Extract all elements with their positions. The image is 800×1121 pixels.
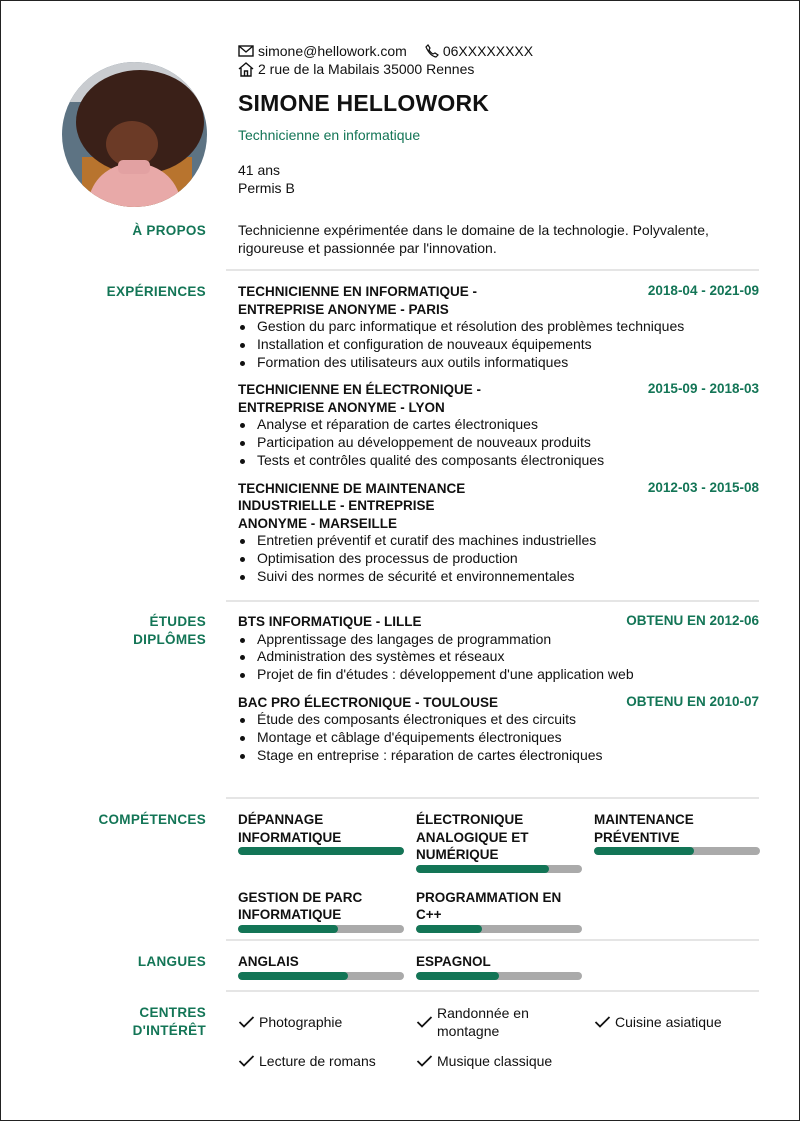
skill-name: GESTION DE PARC INFORMATIQUE	[238, 889, 363, 922]
entry-title: TECHNICIENNE EN INFORMATIQUE - ENTREPRISE ANONYME - PARIS	[238, 284, 477, 317]
bullet-item: Gestion du parc informatique et résolution des problèmes techniques	[238, 318, 759, 336]
level-bar	[238, 925, 404, 933]
entry-date: OBTENU EN 2012-06	[626, 613, 759, 628]
interest-item	[416, 1004, 582, 1040]
entry	[238, 480, 759, 586]
skill-name: ÉLECTRONIQUE ANALOGIQUE ET NUMÉRIQUE	[416, 812, 529, 862]
divider	[226, 939, 759, 941]
entry-title: BTS INFORMATIQUE - LILLE	[238, 614, 422, 629]
interest-label: Cuisine asiatique	[615, 1014, 722, 1030]
level-fill	[238, 847, 404, 855]
bullet-item: Stage en entreprise : réparation de cartes électroniques	[238, 747, 759, 765]
level-fill	[416, 865, 549, 873]
level-bar	[594, 847, 760, 855]
phone[interactable]: 06XXXXXXXX	[442, 43, 534, 59]
entry-date: 2018-04 - 2021-09	[647, 283, 759, 298]
bullet-item: Montage et câblage d'équipements électroniques	[238, 729, 759, 747]
check-icon	[416, 1015, 433, 1029]
entry-date: OBTENU EN 2010-07	[626, 693, 759, 709]
divider	[226, 797, 759, 799]
bullet-item: Optimisation des processus de production	[238, 550, 759, 568]
avatar	[62, 62, 207, 207]
check-icon	[594, 1015, 611, 1029]
level-fill	[416, 972, 499, 980]
skill-item	[594, 811, 760, 873]
interest-label: Lecture de romans	[259, 1053, 376, 1069]
entry-title: TECHNICIENNE DE MAINTENANCE INDUSTRIELLE - ENTREPRISE ANONYME - MARSEILLE	[238, 480, 466, 531]
email[interactable]: simone@hellowork.com	[258, 43, 407, 59]
bullet-item: Tests et contrôles qualité des composants électroniques	[238, 452, 759, 470]
entry-title: BAC PRO ÉLECTRONIQUE - TOULOUSE	[238, 694, 499, 710]
interest-label: Musique classique	[437, 1053, 553, 1069]
section-label: ÉTUDES DIPLÔMES	[133, 614, 206, 647]
level-fill	[594, 847, 694, 855]
home-icon	[238, 62, 254, 77]
level-bar	[416, 972, 582, 980]
level-fill	[238, 925, 338, 933]
interest-item	[238, 1004, 404, 1040]
skill-name: MAINTENANCE PRÉVENTIVE	[594, 812, 694, 845]
entry-title: TECHNICIENNE EN ÉLECTRONIQUE - ENTREPRISE ANONYME - LYON	[238, 382, 482, 415]
skill-item	[238, 953, 404, 980]
skill-name: ANGLAIS	[238, 954, 299, 969]
bullet-item: Étude des composants électroniques et des circuits	[238, 711, 759, 729]
interest-item	[416, 1052, 582, 1070]
level-bar	[238, 847, 404, 855]
level-bar	[416, 925, 582, 933]
about-text: Technicienne expérimentée dans le domaine de la technologie. Polyvalente, rigoureuse et passionnée par l'innovation.	[238, 222, 709, 256]
entry	[238, 381, 759, 469]
level-fill	[238, 972, 348, 980]
entry	[238, 694, 759, 765]
bullet-item: Analyse et réparation de cartes électroniques	[238, 416, 759, 434]
level-bar	[238, 972, 404, 980]
entry	[238, 283, 759, 371]
bullet-item: Entretien préventif et curatif des machines industrielles	[238, 532, 759, 550]
entry-date: 2015-09 - 2018-03	[647, 381, 759, 397]
address: 2 rue de la Mabilais 35000 Rennes	[258, 61, 475, 77]
level-bar	[416, 865, 582, 873]
check-icon	[416, 1054, 433, 1068]
section-label: À PROPOS	[132, 223, 206, 238]
age: 41 ans	[238, 162, 281, 178]
email-icon	[238, 45, 254, 57]
section-label: COMPÉTENCES	[98, 812, 206, 827]
bullet-item: Suivi des normes de sécurité et environnementales	[238, 568, 759, 586]
check-icon	[238, 1015, 255, 1029]
divider	[226, 269, 759, 271]
interest-item	[238, 1052, 404, 1070]
bullet-item: Installation et configuration de nouveaux équipements	[238, 336, 759, 354]
skill-item	[416, 889, 582, 933]
entry	[238, 613, 759, 684]
skill-item	[238, 811, 404, 873]
full-name: SIMONE HELLOWORK	[238, 90, 490, 116]
check-icon	[238, 1054, 255, 1068]
entry-date: 2012-03 - 2015-08	[647, 479, 759, 495]
interest-item	[594, 1004, 760, 1040]
section-label: LANGUES	[137, 954, 206, 969]
divider	[226, 990, 759, 992]
bullet-item: Administration des systèmes et réseaux	[238, 648, 759, 666]
skill-name: ESPAGNOL	[416, 954, 491, 969]
skill-name: DÉPANNAGE INFORMATIQUE	[238, 812, 342, 845]
skill-item	[416, 953, 582, 980]
interest-label: Photographie	[259, 1014, 343, 1030]
bullet-item: Projet de fin d'études : développement d'une application web	[238, 666, 759, 684]
interest-label: Randonnée en montagne	[437, 1005, 529, 1039]
header	[238, 42, 768, 197]
skill-item	[416, 811, 582, 873]
skill-name: PROGRAMMATION EN C++	[416, 889, 562, 922]
skill-item	[238, 889, 404, 933]
phone-icon	[425, 44, 439, 58]
section-label: EXPÉRIENCES	[106, 284, 206, 299]
section-label: CENTRES D'INTÉRÊT	[132, 1005, 206, 1038]
level-fill	[416, 925, 482, 933]
job-title: Technicienne en informatique	[238, 127, 421, 143]
divider	[226, 600, 759, 602]
bullet-item: Apprentissage des langages de programmation	[238, 631, 759, 649]
bullet-item: Formation des utilisateurs aux outils informatiques	[238, 354, 759, 372]
bullet-item: Participation au développement de nouveaux produits	[238, 434, 759, 452]
license: Permis B	[238, 180, 295, 196]
